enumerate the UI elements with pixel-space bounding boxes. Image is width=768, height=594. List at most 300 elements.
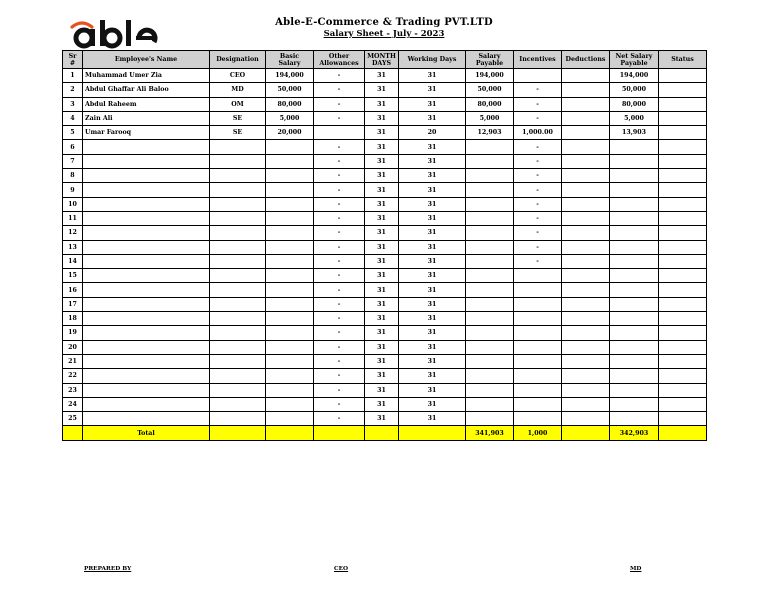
cell-sr: 18 [63, 312, 83, 326]
md-signature-label: MD [630, 566, 642, 572]
cell-deductions [562, 383, 610, 397]
cell-status [659, 69, 707, 83]
cell-status [659, 412, 707, 426]
table-row [63, 211, 707, 225]
cell-status [659, 283, 707, 297]
cell-salary-payable [466, 183, 514, 197]
cell-basic-salary [266, 211, 314, 225]
cell-sr: 20 [63, 340, 83, 354]
cell-basic-salary [266, 240, 314, 254]
cell-deductions [562, 340, 610, 354]
header-other-allowances: Other Allowances [314, 51, 365, 69]
cell-month-days: 31 [365, 140, 399, 154]
table-row [63, 83, 707, 97]
cell-salary-payable: 50,000 [466, 83, 514, 97]
cell-designation [210, 283, 266, 297]
cell-status [659, 426, 707, 440]
cell-other-allowances: - [314, 412, 365, 426]
cell-basic-salary: 5,000 [266, 111, 314, 125]
cell-net-salary-payable [610, 169, 659, 183]
cell-other-allowances: - [314, 111, 365, 125]
sheet-subtitle: Salary Sheet - July - 2023 [323, 29, 445, 39]
cell-incentives [514, 340, 562, 354]
cell-status [659, 340, 707, 354]
cell-employee-name: Total [83, 426, 210, 440]
cell-salary-payable [466, 269, 514, 283]
cell-employee-name [83, 226, 210, 240]
cell-net-salary-payable: 342,903 [610, 426, 659, 440]
header-salary-payable: Salary Payable [466, 51, 514, 69]
cell-designation [210, 140, 266, 154]
cell-employee-name: Zain Ali [83, 111, 210, 125]
cell-salary-payable [466, 254, 514, 268]
cell-sr: 9 [63, 183, 83, 197]
cell-net-salary-payable [610, 297, 659, 311]
cell-employee-name [83, 154, 210, 168]
cell-employee-name [83, 283, 210, 297]
cell-incentives [514, 269, 562, 283]
cell-salary-payable [466, 226, 514, 240]
cell-month-days: 31 [365, 83, 399, 97]
cell-incentives: - [514, 169, 562, 183]
cell-status [659, 240, 707, 254]
cell-status [659, 126, 707, 140]
cell-month-days: 31 [365, 412, 399, 426]
cell-employee-name [83, 340, 210, 354]
cell-status [659, 197, 707, 211]
cell-month-days: 31 [365, 126, 399, 140]
cell-net-salary-payable: 5,000 [610, 111, 659, 125]
cell-employee-name [83, 240, 210, 254]
cell-employee-name [83, 326, 210, 340]
cell-basic-salary [266, 412, 314, 426]
cell-net-salary-payable: 80,000 [610, 97, 659, 111]
header-month-days: MONTH DAYS [365, 51, 399, 69]
cell-working-days: 31 [399, 383, 466, 397]
header-working-days: Working Days [399, 51, 466, 69]
cell-basic-salary [266, 312, 314, 326]
cell-working-days: 31 [399, 111, 466, 125]
cell-status [659, 169, 707, 183]
cell-deductions [562, 240, 610, 254]
cell-month-days: 31 [365, 69, 399, 83]
cell-sr: 1 [63, 69, 83, 83]
cell-sr: 21 [63, 354, 83, 368]
cell-other-allowances: - [314, 97, 365, 111]
cell-sr: 13 [63, 240, 83, 254]
cell-salary-payable [466, 326, 514, 340]
cell-status [659, 326, 707, 340]
cell-salary-payable [466, 211, 514, 225]
cell-net-salary-payable [610, 183, 659, 197]
cell-net-salary-payable [610, 369, 659, 383]
cell-designation: CEO [210, 69, 266, 83]
cell-incentives: - [514, 211, 562, 225]
cell-sr: 14 [63, 254, 83, 268]
cell-other-allowances: - [314, 283, 365, 297]
cell-other-allowances: - [314, 183, 365, 197]
cell-incentives: - [514, 254, 562, 268]
header-incentives: Incentives [514, 51, 562, 69]
cell-other-allowances: - [314, 369, 365, 383]
header-basic-salary: Basic Salary [266, 51, 314, 69]
cell-designation: MD [210, 83, 266, 97]
cell-status [659, 383, 707, 397]
cell-working-days: 31 [399, 154, 466, 168]
cell-incentives: - [514, 83, 562, 97]
cell-basic-salary [266, 197, 314, 211]
cell-net-salary-payable [610, 326, 659, 340]
cell-basic-salary: 50,000 [266, 83, 314, 97]
cell-salary-payable: 12,903 [466, 126, 514, 140]
cell-employee-name: Muhammad Umer Zia [83, 69, 210, 83]
cell-other-allowances [314, 126, 365, 140]
cell-employee-name: Abdul Ghaffar Ali Baloo [83, 83, 210, 97]
cell-sr: 15 [63, 269, 83, 283]
table-header-row [63, 51, 707, 69]
ceo-signature-label: CEO [334, 566, 349, 572]
cell-net-salary-payable [610, 140, 659, 154]
cell-other-allowances: - [314, 226, 365, 240]
cell-working-days: 31 [399, 254, 466, 268]
cell-sr: 25 [63, 412, 83, 426]
cell-incentives: - [514, 183, 562, 197]
cell-deductions [562, 354, 610, 368]
cell-deductions [562, 197, 610, 211]
cell-month-days: 31 [365, 183, 399, 197]
header-deductions: Deductions [562, 51, 610, 69]
table-row [63, 240, 707, 254]
cell-sr: 19 [63, 326, 83, 340]
cell-basic-salary: 20,000 [266, 126, 314, 140]
cell-deductions [562, 83, 610, 97]
table-row [63, 283, 707, 297]
cell-sr: 24 [63, 397, 83, 411]
cell-month-days: 31 [365, 211, 399, 225]
cell-working-days: 31 [399, 211, 466, 225]
header-designation: Designation [210, 51, 266, 69]
cell-basic-salary [266, 226, 314, 240]
table-row [63, 140, 707, 154]
table-row [63, 254, 707, 268]
cell-working-days: 31 [399, 197, 466, 211]
cell-sr: 7 [63, 154, 83, 168]
cell-basic-salary [266, 254, 314, 268]
cell-working-days: 31 [399, 140, 466, 154]
prepared-by-label: PREPARED BY [84, 566, 132, 572]
cell-other-allowances: - [314, 297, 365, 311]
cell-designation [210, 154, 266, 168]
cell-other-allowances: - [314, 169, 365, 183]
table-row [63, 412, 707, 426]
table-row [63, 154, 707, 168]
cell-incentives [514, 69, 562, 83]
cell-other-allowances: - [314, 326, 365, 340]
cell-month-days: 31 [365, 383, 399, 397]
cell-working-days: 31 [399, 397, 466, 411]
table-row [63, 169, 707, 183]
cell-deductions [562, 326, 610, 340]
cell-other-allowances: - [314, 83, 365, 97]
table-row [63, 383, 707, 397]
cell-working-days: 31 [399, 312, 466, 326]
cell-other-allowances: - [314, 269, 365, 283]
cell-basic-salary [266, 154, 314, 168]
cell-deductions [562, 140, 610, 154]
cell-working-days: 31 [399, 412, 466, 426]
cell-month-days: 31 [365, 326, 399, 340]
cell-deductions [562, 426, 610, 440]
cell-month-days: 31 [365, 354, 399, 368]
cell-status [659, 397, 707, 411]
cell-working-days: 31 [399, 297, 466, 311]
cell-working-days: 31 [399, 269, 466, 283]
cell-basic-salary [266, 283, 314, 297]
cell-status [659, 183, 707, 197]
cell-salary-payable [466, 297, 514, 311]
cell-status [659, 97, 707, 111]
cell-employee-name [83, 183, 210, 197]
cell-other-allowances: - [314, 154, 365, 168]
cell-net-salary-payable [610, 154, 659, 168]
cell-month-days: 31 [365, 297, 399, 311]
cell-incentives: - [514, 154, 562, 168]
cell-designation [210, 354, 266, 368]
cell-incentives: - [514, 97, 562, 111]
cell-sr: 11 [63, 211, 83, 225]
cell-sr: 16 [63, 283, 83, 297]
cell-salary-payable [466, 154, 514, 168]
table-row [63, 69, 707, 83]
cell-working-days: 31 [399, 369, 466, 383]
cell-status [659, 83, 707, 97]
cell-deductions [562, 269, 610, 283]
cell-deductions [562, 369, 610, 383]
cell-other-allowances: - [314, 397, 365, 411]
cell-month-days: 31 [365, 397, 399, 411]
cell-designation [210, 326, 266, 340]
cell-basic-salary [266, 369, 314, 383]
cell-month-days: 31 [365, 269, 399, 283]
cell-incentives: - [514, 197, 562, 211]
table-row [63, 326, 707, 340]
cell-month-days: 31 [365, 197, 399, 211]
cell-net-salary-payable [610, 383, 659, 397]
cell-deductions [562, 297, 610, 311]
cell-basic-salary: 80,000 [266, 97, 314, 111]
cell-salary-payable: 194,000 [466, 69, 514, 83]
cell-sr [63, 426, 83, 440]
cell-other-allowances: - [314, 197, 365, 211]
cell-salary-payable [466, 140, 514, 154]
cell-designation [210, 169, 266, 183]
cell-net-salary-payable [610, 340, 659, 354]
cell-status [659, 312, 707, 326]
cell-net-salary-payable [610, 211, 659, 225]
cell-deductions [562, 312, 610, 326]
table-row [63, 369, 707, 383]
cell-basic-salary [266, 397, 314, 411]
cell-basic-salary [266, 140, 314, 154]
cell-month-days: 31 [365, 169, 399, 183]
cell-sr: 2 [63, 83, 83, 97]
cell-other-allowances: - [314, 383, 365, 397]
cell-basic-salary [266, 326, 314, 340]
table-body [63, 69, 707, 441]
cell-designation [210, 426, 266, 440]
cell-working-days: 20 [399, 126, 466, 140]
cell-deductions [562, 69, 610, 83]
header-status: Status [659, 51, 707, 69]
cell-net-salary-payable: 13,903 [610, 126, 659, 140]
cell-month-days: 31 [365, 340, 399, 354]
cell-other-allowances: - [314, 354, 365, 368]
cell-designation [210, 383, 266, 397]
cell-net-salary-payable [610, 197, 659, 211]
cell-employee-name [83, 297, 210, 311]
cell-basic-salary [266, 354, 314, 368]
cell-net-salary-payable [610, 354, 659, 368]
cell-status [659, 226, 707, 240]
cell-other-allowances: - [314, 69, 365, 83]
cell-month-days: 31 [365, 254, 399, 268]
cell-month-days: 31 [365, 97, 399, 111]
cell-month-days [365, 426, 399, 440]
cell-basic-salary [266, 340, 314, 354]
cell-deductions [562, 412, 610, 426]
cell-basic-salary [266, 183, 314, 197]
cell-sr: 8 [63, 169, 83, 183]
header-sr: Sr # [63, 51, 83, 69]
cell-employee-name [83, 397, 210, 411]
cell-working-days: 31 [399, 283, 466, 297]
table-row [63, 354, 707, 368]
cell-salary-payable [466, 383, 514, 397]
table-row [63, 226, 707, 240]
cell-employee-name [83, 197, 210, 211]
cell-month-days: 31 [365, 226, 399, 240]
table-row [63, 183, 707, 197]
table-row [63, 126, 707, 140]
cell-status [659, 297, 707, 311]
cell-basic-salary [266, 269, 314, 283]
cell-sr: 5 [63, 126, 83, 140]
company-name: Able-E-Commerce & Trading PVT.LTD [275, 17, 493, 28]
cell-sr: 23 [63, 383, 83, 397]
cell-designation [210, 269, 266, 283]
cell-working-days: 31 [399, 169, 466, 183]
cell-incentives [514, 326, 562, 340]
cell-working-days [399, 426, 466, 440]
table-row [63, 297, 707, 311]
cell-designation: OM [210, 97, 266, 111]
cell-employee-name [83, 369, 210, 383]
table-row [63, 197, 707, 211]
cell-net-salary-payable [610, 269, 659, 283]
cell-working-days: 31 [399, 340, 466, 354]
total-row [63, 426, 707, 440]
cell-status [659, 269, 707, 283]
cell-net-salary-payable [610, 254, 659, 268]
salary-table [62, 50, 707, 441]
cell-designation [210, 369, 266, 383]
cell-deductions [562, 169, 610, 183]
cell-working-days: 31 [399, 354, 466, 368]
cell-status [659, 211, 707, 225]
cell-designation [210, 312, 266, 326]
cell-incentives [514, 412, 562, 426]
cell-designation [210, 340, 266, 354]
cell-deductions [562, 397, 610, 411]
cell-employee-name [83, 140, 210, 154]
cell-salary-payable [466, 283, 514, 297]
cell-other-allowances: - [314, 312, 365, 326]
cell-designation [210, 197, 266, 211]
cell-salary-payable [466, 312, 514, 326]
cell-basic-salary [266, 297, 314, 311]
cell-incentives [514, 297, 562, 311]
cell-designation: SE [210, 126, 266, 140]
cell-other-allowances [314, 426, 365, 440]
cell-incentives: - [514, 226, 562, 240]
cell-incentives [514, 283, 562, 297]
cell-deductions [562, 283, 610, 297]
cell-incentives [514, 369, 562, 383]
cell-sr: 10 [63, 197, 83, 211]
cell-designation [210, 412, 266, 426]
cell-other-allowances: - [314, 140, 365, 154]
table-row [63, 340, 707, 354]
cell-employee-name [83, 211, 210, 225]
cell-salary-payable [466, 397, 514, 411]
cell-status [659, 111, 707, 125]
cell-employee-name [83, 354, 210, 368]
cell-basic-salary [266, 383, 314, 397]
cell-deductions [562, 211, 610, 225]
table-row [63, 111, 707, 125]
cell-incentives [514, 383, 562, 397]
cell-deductions [562, 154, 610, 168]
cell-month-days: 31 [365, 283, 399, 297]
cell-working-days: 31 [399, 183, 466, 197]
cell-month-days: 31 [365, 111, 399, 125]
cell-salary-payable: 80,000 [466, 97, 514, 111]
cell-net-salary-payable [610, 283, 659, 297]
cell-incentives: - [514, 140, 562, 154]
cell-employee-name [83, 412, 210, 426]
cell-salary-payable [466, 412, 514, 426]
cell-status [659, 354, 707, 368]
cell-incentives: 1,000.00 [514, 126, 562, 140]
cell-sr: 6 [63, 140, 83, 154]
cell-designation [210, 240, 266, 254]
cell-employee-name [83, 169, 210, 183]
cell-designation [210, 254, 266, 268]
cell-working-days: 31 [399, 69, 466, 83]
cell-salary-payable [466, 197, 514, 211]
cell-designation [210, 226, 266, 240]
header-net-salary-payable: Net Salary Payable [610, 51, 659, 69]
cell-incentives: - [514, 240, 562, 254]
cell-sr: 4 [63, 111, 83, 125]
cell-month-days: 31 [365, 154, 399, 168]
cell-designation [210, 211, 266, 225]
cell-sr: 3 [63, 97, 83, 111]
cell-employee-name [83, 254, 210, 268]
cell-salary-payable: 5,000 [466, 111, 514, 125]
cell-designation [210, 397, 266, 411]
header-employee-name: Employee's Name [83, 51, 210, 69]
